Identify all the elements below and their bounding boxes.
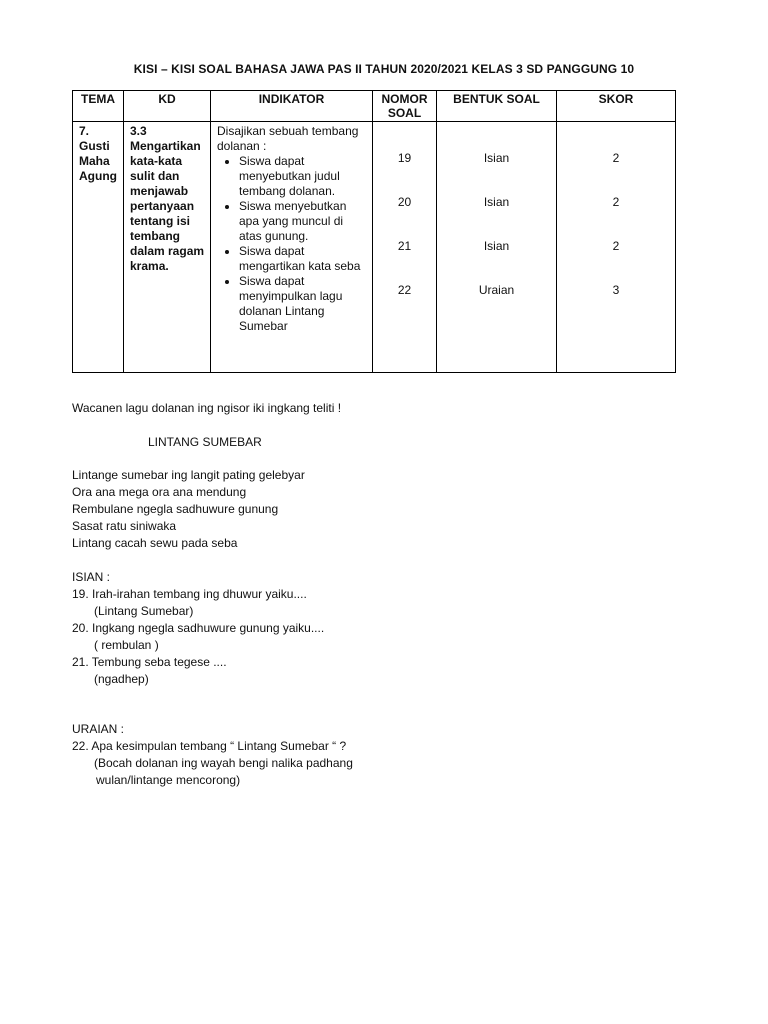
indikator-item: • Siswa menyebutkan apa yang muncul di atas gunung. <box>239 199 368 244</box>
header-kd: KD <box>124 91 211 122</box>
indikator-intro: Disajikan sebuah tembang dolanan : <box>217 124 359 153</box>
indikator-list <box>217 154 368 334</box>
nomor-19: 19 <box>397 151 412 165</box>
answer-19: (Lintang Sumebar) <box>94 604 194 618</box>
page-title: KISI – KISI SOAL BAHASA JAWA PAS II TAHUN 2020/2021 KELAS 3 SD PANGGUNG 10 <box>133 62 635 76</box>
song-line: Lintang cacah sewu pada seba <box>72 536 238 550</box>
bentuk-20: Isian <box>483 195 510 209</box>
bentuk-19: Isian <box>483 151 510 165</box>
answer-21: (ngadhep) <box>94 672 149 686</box>
header-skor: SKOR <box>557 91 676 122</box>
answer-22-line1: (Bocah dolanan ing wayah bengi nalika padhang <box>94 756 353 770</box>
answer-22-line2: wulan/lintange mencorong) <box>96 773 241 787</box>
instruction-text: Wacanen lagu dolanan ing ngisor iki ingkang teliti ! <box>72 401 342 415</box>
cell-bentuk-soal <box>437 122 557 373</box>
nomor-22: 22 <box>397 283 412 297</box>
question-21: 21. Tembung seba tegese .... <box>72 655 227 669</box>
cell-nomor-soal <box>373 122 437 373</box>
header-tema: TEMA <box>73 91 124 122</box>
table-row <box>73 122 676 373</box>
answer-20: ( rembulan ) <box>94 638 159 652</box>
kisi-table <box>72 90 676 373</box>
bentuk-22: Uraian <box>478 283 515 297</box>
skor-20: 2 <box>612 195 620 209</box>
cell-indikator <box>211 122 373 373</box>
cell-kd: 3.3 Mengartikan kata-kata sulit dan menjawab pertanyaan tentang isi tembang dalam ragam krama. <box>124 122 211 373</box>
header-nomor-soal: NOMOR SOAL <box>373 91 437 122</box>
song-line: Ora ana mega ora ana mendung <box>72 485 247 499</box>
skor-22: 3 <box>612 283 620 297</box>
table-header-row <box>73 91 676 122</box>
skor-21: 2 <box>612 239 620 253</box>
isian-heading: ISIAN : <box>72 570 111 584</box>
nomor-20: 20 <box>397 195 412 209</box>
indikator-item: • Siswa dapat mengartikan kata seba <box>239 244 368 274</box>
header-bentuk-soal: BENTUK SOAL <box>437 91 557 122</box>
indikator-item: • Siswa dapat menyimpulkan lagu dolanan Lintang Sumebar <box>239 274 368 334</box>
indikator-item: • Siswa dapat menyebutkan judul tembang dolanan. <box>239 154 368 199</box>
nomor-21: 21 <box>397 239 412 253</box>
bentuk-21: Isian <box>483 239 510 253</box>
question-19: 19. Irah-irahan tembang ing dhuwur yaiku.... <box>72 587 307 601</box>
uraian-heading: URAIAN : <box>72 722 125 736</box>
song-title: LINTANG SUMEBAR <box>148 435 262 449</box>
question-22: 22. Apa kesimpulan tembang “ Lintang Sumebar “ ? <box>72 739 347 753</box>
cell-tema: 7. Gusti Maha Agung <box>73 122 124 373</box>
song-line: Sasat ratu siniwaka <box>72 519 177 533</box>
header-indikator: INDIKATOR <box>211 91 373 122</box>
cell-skor <box>557 122 676 373</box>
song-line: Rembulane ngegla sadhuwure gunung <box>72 502 279 516</box>
question-20: 20. Ingkang ngegla sadhuwure gunung yaiku.... <box>72 621 325 635</box>
skor-19: 2 <box>612 151 620 165</box>
song-line: Lintange sumebar ing langit pating gelebyar <box>72 468 305 482</box>
